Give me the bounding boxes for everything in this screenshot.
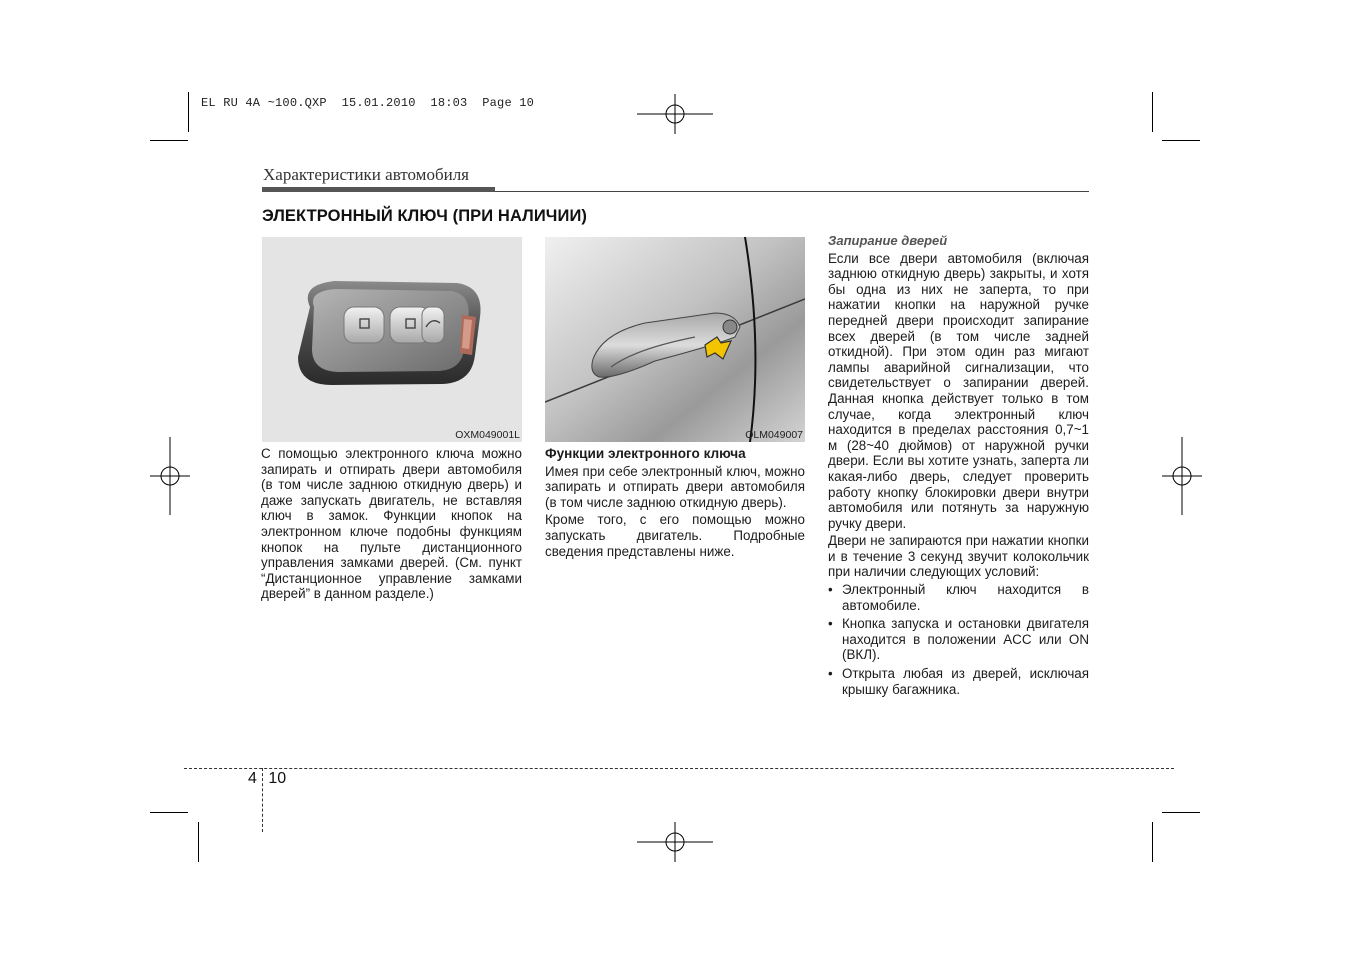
smart-key-illustration	[262, 237, 522, 442]
conditions-list	[828, 582, 1089, 697]
section-title-bar	[262, 187, 495, 192]
door-handle-illustration	[545, 237, 805, 442]
list-item: • Электронный ключ находится в автомобиле.	[828, 582, 1089, 613]
locking-paragraph-1: Если все двери автомобиля (включая заднюю откидную дверь) закрыты, и хотя бы одна из них не заперта, то при нажатии кнопки на наружной ручке передней двери происходит запирание всех дверей (в том числе задней откидной). При этом один раз мигают лампы аварийной сигнализации, что свидетельствует о запирании дверей. Данная кнопка действует только в том случае, когда электронный ключ находится в пределах расстояния 0,7~1 м (28~40 дюймов) от наружной ручки двери. Если вы хотите узнать, заперта ли какая-либо дверь, следует проверить работу кнопку блокировки двери внутри автомобиля или потянуть за наружную ручку двери.	[828, 250, 1089, 531]
crop-mark	[1162, 140, 1200, 141]
functions-subheading: Функции электронного ключа	[545, 446, 746, 461]
page-heading: ЭЛЕКТРОННЫЙ КЛЮЧ (ПРИ НАЛИЧИИ)	[262, 207, 588, 225]
registration-mark-right	[1162, 437, 1202, 515]
door-handle-figure	[545, 237, 805, 442]
list-item: • Кнопка запуска и остановки двигателя находится в положении ACC или ON (ВКЛ).	[828, 616, 1089, 663]
figure-code-key: OXM049001L	[455, 429, 520, 441]
column-3	[828, 233, 1089, 700]
section-rule	[495, 191, 1089, 192]
crop-mark	[1152, 822, 1153, 862]
column-2	[545, 446, 805, 561]
registration-mark-bottom	[637, 822, 713, 862]
figure-code-door: OLM049007	[745, 429, 803, 441]
crop-mark	[188, 92, 189, 132]
functions-paragraph-2: Кроме того, с его помощью можно запускать двигатель. Подробные сведения представлены ниже.	[545, 512, 805, 559]
registration-mark-top	[637, 94, 713, 134]
section-title: Характеристики автомобиля	[263, 165, 469, 184]
functions-paragraph-1: Имея при себе электронный ключ, можно запирать и отпирать двери автомобиля (в том числе заднюю откидную дверь).	[545, 463, 805, 510]
list-item: • Открыта любая из дверей, исключая крышку багажника.	[828, 666, 1089, 697]
page-number	[248, 770, 286, 788]
registration-mark-left	[150, 437, 190, 515]
intro-paragraph: С помощью электронного ключа можно запирать и отпирать двери автомобиля (в том числе заднюю откидную дверь) и даже запускать двигатель, не вставляя ключ в замок. Функции кнопок на электронном ключе подобны функциям кнопок на пульте дистанционного управления замками дверей. (См. пункт “Дистанционное управление замками дверей” в данном разделе.)	[261, 446, 522, 602]
smart-key-figure	[262, 237, 522, 442]
crop-mark	[1162, 812, 1200, 813]
chapter-number: 4	[248, 770, 257, 787]
crop-mark	[1152, 92, 1153, 132]
column-1	[261, 446, 522, 604]
print-slug: EL RU 4A ~100.QXP 15.01.2010 18:03 Page 10	[201, 96, 535, 110]
locking-paragraph-2: Двери не запираются при нажатии кнопки и в течение 3 секунд звучит колокольчик при наличии следующих условий:	[828, 533, 1089, 580]
footer-dashed-rule	[184, 768, 1174, 769]
crop-mark	[198, 822, 199, 862]
locking-subheading: Запирание дверей	[828, 233, 948, 248]
crop-mark	[150, 812, 188, 813]
crop-mark	[150, 140, 188, 141]
page-number-value: 10	[268, 770, 287, 787]
